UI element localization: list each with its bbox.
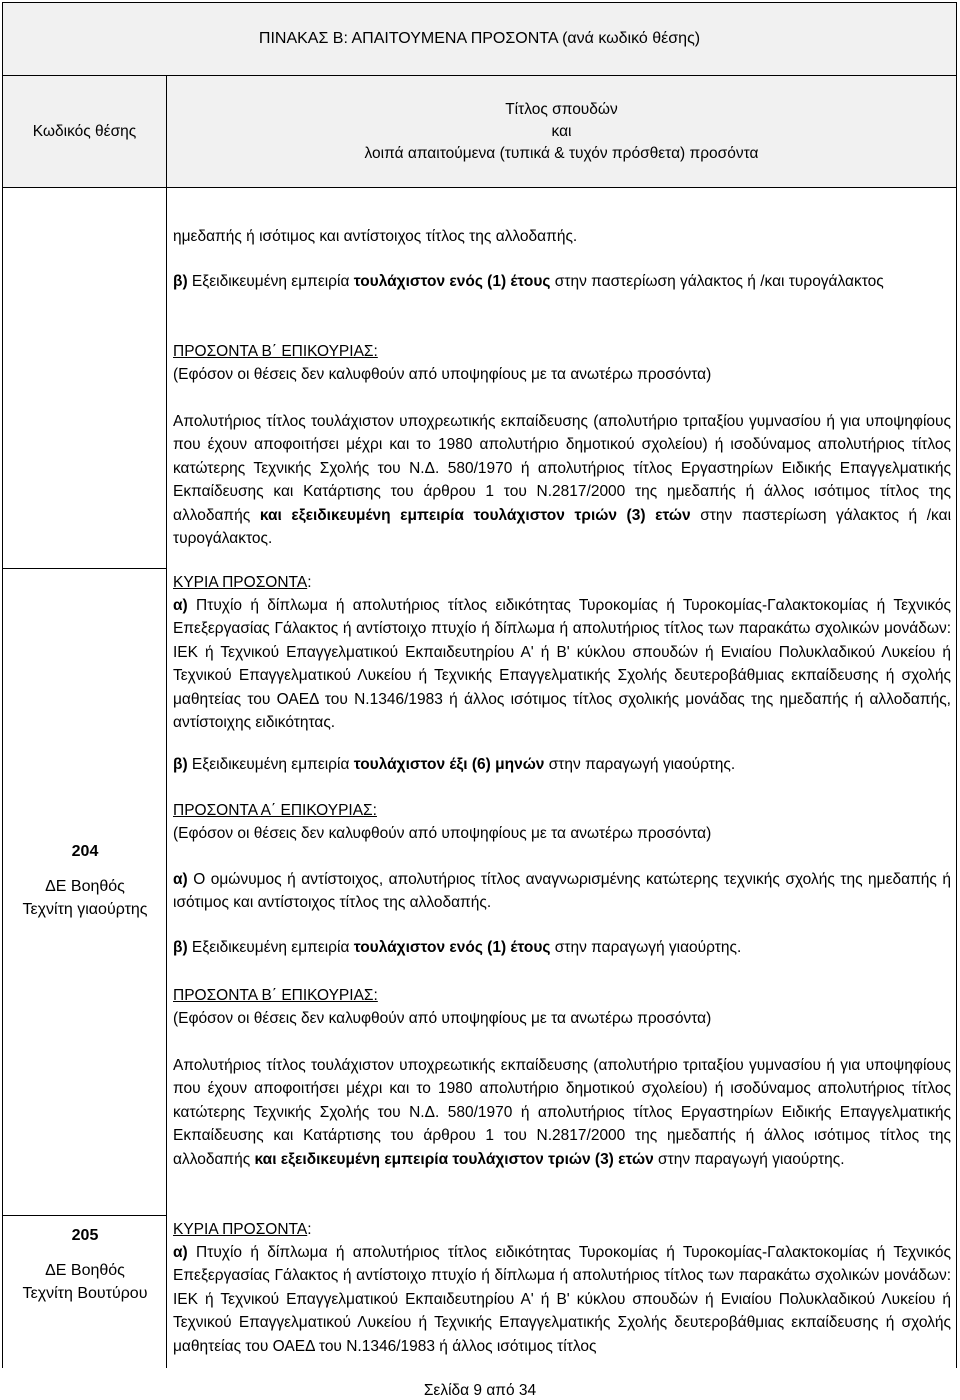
paragraph: Απολυτήριος τίτλος τουλάχιστον υποχρεωτικής εκπαίδευσης (απολυτήριο τριταξίου γυμνασίου ή για υποψηφίους που έχουν αποφοιτήσει μέχρι και το 1980 απολυτήριο δημοτικού σχολείου) ή ισοδύναμος απολυτήριος τίτλος κατώτερης Τεχνικής Σχολής του Ν.Δ. 580/1970 ή απολυτήριος τίτλος Εργαστηρίων Ειδικής Επαγγελματικής Εκπαίδευσης και Κατάρτισης του άρθρου 1 του Ν.2817/2000 της ημεδαπής ή άλλος ισότιμος τίτλος της αλλοδαπής και εξειδικευμένη εμπειρία τουλάχιστον τριών (3) ετών στην παστερίωση γάλακτος ή /και τυρογάλακτος. (173, 413, 952, 548)
header-code-label: Κωδικός θέσης (32, 122, 137, 140)
paragraph: α) Πτυχίο ή δίπλωμα ή απολυτήριος τίτλος ειδικότητας Τυροκομίας ή Τυροκομίας-Γαλακτοκομίας ή Τεχνικός Επεξεργασίας Γάλακτος ή αντίστοιχο πτυχίο ή δίπλωμα ή απολυτήριος τίτλος των παρακάτω σχολικών μονάδων: ΙΕΚ ή Τεχνικού Επαγγελματικού Εκπαιδευτηρίου Α' ή Β' κύκλου σπουδών ή Ενιαίου Πολυκλαδικού Λυκείου ή Τεχνικού Επαγγελματικού Λυκείου ή Τεχνικής Επαγγελματικής Σχολής δευτεροβάθμιας εκπαίδευσης ή σχολής μαθητείας του ΟΑΕΔ του Ν.1346/1983 ή άλλος ισότιμος τίτλος σχολικής μονάδας της ημεδαπής ή αλλοδαπής, αντίστοιχης ειδικότητας. (173, 597, 951, 732)
section-heading: ΠΡΟΣΟΝΤΑ Α΄ ΕΠΙΚΟΥΡΙΑΣ: (173, 802, 377, 819)
document-page (2, 2, 957, 1355)
paragraph: β) Εξειδικευμένη εμπειρία τουλάχιστον έξι (6) μηνών στην παραγωγή γιαούρτης. (173, 756, 736, 773)
position-204 (3, 840, 167, 921)
page-number: Σελίδα 9 από 34 (423, 1382, 537, 1399)
table-body (2, 188, 957, 1368)
position-role: ΔΕ Βοηθός (45, 1262, 125, 1279)
position-role: ΔΕ Βοηθός (45, 878, 125, 895)
paragraph: β) Εξειδικευμένη εμπειρία τουλάχιστον ενός (1) έτους στην παραγωγή γιαούρτης. (173, 939, 742, 956)
paragraph: Απολυτήριος τίτλος τουλάχιστον υποχρεωτικής εκπαίδευσης (απολυτήριο τριταξίου γυμνασίου ή για υποψηφίους που έχουν αποφοιτήσει μέχρι και το 1980 απολυτήριο δημοτικού σχολείου) ή ισοδύναμος απολυτήριος τίτλος κατώτερης Τεχνικής Σχολής του Ν.Δ. 580/1970 ή απολυτήριος τίτλος Εργαστηρίων Ειδικής Επαγγελματικής Εκπαίδευσης και Κατάρτισης του άρθρου 1 του Ν.2817/2000 της ημεδαπής ή άλλος ισότιμος τίτλος της αλλοδαπής και εξειδικευμένη εμπειρία τουλάχιστον τριών (3) ετών στην παραγωγή γιαούρτης. (173, 1057, 951, 1168)
row-divider (3, 1215, 167, 1216)
row-divider (3, 568, 167, 569)
paragraph: β) Εξειδικευμένη εμπειρία τουλάχιστον ενός (1) έτους στην παστερίωση γάλακτος ή /και τυρογάλακτος (173, 273, 884, 290)
header-title-line2: και (551, 122, 572, 140)
section-note: (Εφόσον οι θέσεις δεν καλυφθούν από υποψηφίους με τα ανωτέρω προσόντα) (173, 366, 712, 383)
header-title-line3: λοιπά απαιτούμενα (τυπικά & τυχόν πρόσθετα) προσόντα (364, 144, 759, 162)
section-note: (Εφόσον οι θέσεις δεν καλυφθούν από υποψηφίους με τα ανωτέρω προσόντα) (173, 1010, 712, 1027)
table-title (2, 2, 957, 76)
section-heading: ΠΡΟΣΟΝΤΑ Β΄ ΕΠΙΚΟΥΡΙΑΣ: (173, 343, 378, 360)
section-heading: ΠΡΟΣΟΝΤΑ Β΄ ΕΠΙΚΟΥΡΙΑΣ: (173, 987, 378, 1004)
page-footer (0, 1382, 960, 1400)
section-heading: ΚΥΡΙΑ ΠΡΟΣΟΝΤΑ: (173, 574, 312, 591)
paragraph: α) Πτυχίο ή δίπλωμα ή απολυτήριος τίτλος ειδικότητας Τυροκομίας ή Τυροκομίας-Γαλακτοκομίας ή Τεχνικός Επεξεργασίας Γάλακτος ή αντίστοιχο πτυχίο ή δίπλωμα ή απολυτήριος τίτλος των παρακάτω σχολικών μονάδων: ΙΕΚ ή Τεχνικού Επαγγελματικού Εκπαιδευτηρίου Α' ή Β' κύκλου σπουδών ή Ενιαίου Πολυκλαδικού Λυκείου ή Τεχνικού Επαγγελματικού Λυκείου ή Τεχνικής Επαγγελματικής Σχολής δευτεροβάθμιας εκπαίδευσης ή σχολής μαθητείας του ΟΑΕΔ του Ν.1346/1983 ή άλλος ισότιμος τίτλος (173, 1244, 951, 1355)
header-title-cell (167, 76, 956, 187)
paragraph: α) Ο ομώνυμος ή αντίστοιχος, απολυτήριος τίτλος αναγνωρισμένης κατώτερης τεχνικής σχολής της ημεδαπής ή ισότιμος και αντίστοιχος τίτλος της αλλοδαπής. (173, 871, 951, 912)
position-role: Τεχνίτη γιαούρτης (22, 901, 148, 918)
header-title-line1: Τίτλος σπουδών (505, 100, 618, 118)
code-column (3, 188, 167, 1368)
table-title-text: ΠΙΝΑΚΑΣ Β: ΑΠΑΙΤΟΥΜΕΝΑ ΠΡΟΣΟΝΤΑ (ανά κωδικό θέσης) (258, 30, 701, 47)
position-role: Τεχνίτη Βουτύρου (22, 1285, 148, 1302)
header-code-cell (3, 76, 167, 187)
section-heading: ΚΥΡΙΑ ΠΡΟΣΟΝΤΑ: (173, 1221, 312, 1238)
position-205 (3, 1224, 167, 1305)
paragraph: ημεδαπής ή ισότιμος και αντίστοιχος τίτλος της αλλοδαπής. (173, 228, 578, 245)
position-code: 204 (71, 843, 99, 860)
table-header-row (2, 76, 957, 188)
section-note: (Εφόσον οι θέσεις δεν καλυφθούν από υποψηφίους με τα ανωτέρω προσόντα) (173, 825, 712, 842)
position-code: 205 (71, 1227, 99, 1244)
